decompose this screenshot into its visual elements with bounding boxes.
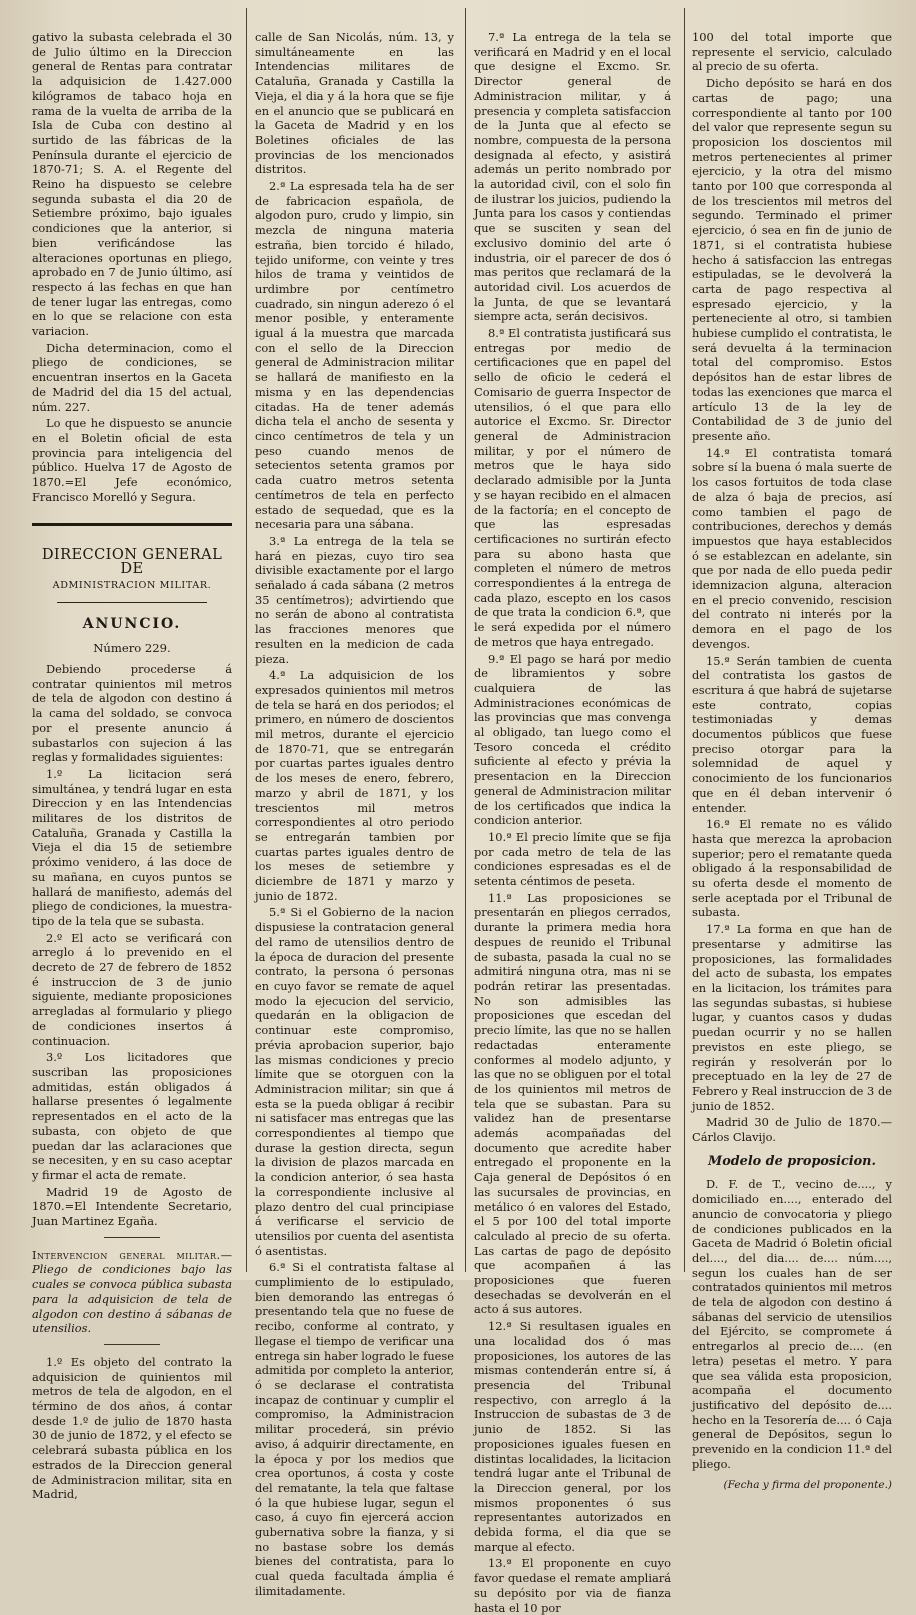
heading-underline [57,602,207,603]
intervencion-label: Intervencion general militar. [32,1247,221,1262]
column-4 [692,30,892,1491]
paragraph: Dicha determinacion, como el pliego de condiciones, se encuentran insertos en la Gaceta de Madrid del dia 15 del actual, núm. 227. [32,340,232,414]
intervencion-text: —Pliego de condiciones bajo las cuales se convoca pública subasta para la adquisicion de tela de algodon con destino á sábanas de utensilios. [32,1247,232,1336]
anuncio-number: Número 229. [93,641,171,656]
section-subheading: ADMINISTRACION MILITAR. [52,579,212,591]
paragraph: 9.ª El pago se hará por medio de libramientos y sobre cualquiera de las Administraciones económicas de las provincias que mas convenga al obligado, tan luego como el Tesoro conceda el crédito suficiente al efecto y prévia la presentacion en la Direccion general de Administracion militar de los certificados que indica la condicion anterior. [474,651,671,828]
column-1 [32,30,232,1502]
modelo-title: Modelo de proposicion. [708,1153,876,1169]
paragraph: Madrid 19 de Agosto de 1870.=El Intendente Secretario, Juan Martinez Egaña. [32,1184,232,1229]
paragraph: D. F. de T., vecino de...., y domiciliado en...., enterado del anuncio de convocatoria y pliego de condiciones publicados en la Gaceta de Madrid ó Boletin oficial del...., del dia.... de.... núm...., segun los cuales han de ser contratados quinientos mil metros de tela de algodon con destino á sábanas del servicio de utensilios del Ejército, se compromete á entregarlos al precio de.... (en letra) pesetas el metro. Y para que sea válida esta proposicion, acompaña el documento justificativo del depósito de.... hecho en la Tesorería de.... ó Caja general de Depósitos, segun lo prevenido en la condicion 11.ª del pliego. [692,1177,892,1471]
intervencion-title [32,1248,232,1336]
paragraph: 17.ª La forma en que han de presentarse y admitirse las proposiciones, las formalidades del acto de subasta, los empates en la licitacion, los trámites para las segundas subastas, si hubiese lugar, y cuantos casos y dudas puedan ocurrir y no se hallen previstos en este pliego, se regirán y resolverán por lo preceptuado en la ley de 27 de Febrero y Real instruccion de 3 de junio de 1852. [692,922,892,1113]
paragraph: calle de San Nicolás, núm. 13, y simultáneamente en las Intendencias militares de Cataluña, Granada y Castilla la Vieja, el dia y á la hora que se fije en el anuncio que se publicará en la Gaceta de Madrid y en los Boletines oficiales de las provincias de los mencionados distritos. [255,30,454,177]
separator [104,1344,160,1345]
paragraph: 16.ª El remate no es válido hasta que merezca la aprobacion superior; pero el rematante queda obligado á la responsabilidad de su oferta desde el momento de serle aceptada por el Tribunal de subasta. [692,817,892,920]
paragraph: 100 del total importe que represente el servicio, calculado al precio de su oferta. [692,30,892,74]
paragraph: 3.º Los licitadores que suscriban las proposiciones admitidas, están obligados á hallarse presentes ó legalmente representados en el acto de la subasta, con objeto de que puedan dar las aclaraciones que se necesiten, y en su caso aceptar y firmar el acta de remate. [32,1050,232,1182]
anuncio-title: ANUNCIO. [82,615,182,632]
column-3 [474,30,671,1615]
section-rule [32,523,232,526]
paragraph: 13.ª El proponente en cuyo favor quedase el remate ampliará su depósito por via de fianza hasta el 10 por [474,1556,671,1615]
paragraph: 3.ª La entrega de la tela se hará en piezas, cuyo tiro sea divisible exactamente por el largo señalado á cada sábana (2 metros 35 centímetros); advirtiendo que no serán de abono al contratista las fracciones menores que resulten en la medicion de cada pieza. [255,533,454,666]
paragraph: 1.º La licitacion será simultánea, y tendrá lugar en esta Direccion y en las Intendencias militares de los distritos de Cataluña, Granada y Castilla la Vieja el dia 15 de setiembre próximo venidero, á las doce de su mañana, en cuyos puntos se hallará de manifiesto, además del pliego de condiciones, la muestra-tipo de la tela que se subasta. [32,766,232,928]
paragraph: 2.º El acto se verificará con arreglo á lo prevenido en el decreto de 27 de febrero de 1852 é instruccion de 3 de junio siguiente, mediante proposiciones arregladas al formulario y pliego de condiciones insertos á continuacion. [32,930,232,1048]
paragraph: 7.ª La entrega de la tela se verificará en Madrid y en el local que designe el Excmo. Sr. Director general de Administracion militar, y á presencia y completa satisfaccion de la Junta que al efecto se nombre, compuesta de la persona designada al efecto, y asistirá además un perito nombrado por la autoridad civil, con el solo fin de ilustrar los juicios, pudiendo la Junta para los casos y contiendas que se susciten y sean del exclusivo dominio del arte ó industria, oir el parecer de dos ó mas peritos que reclamará de la autoridad civil. Los acuerdos de la Junta, de que se levantará siempre acta, serán decisivos. [474,30,671,324]
paragraph: Lo que he dispuesto se anuncie en el Boletin oficial de esta provincia para inteligencia del público. Huelva 17 de Agosto de 1870.=El Jefe económico, Francisco Morelló y Segura. [32,416,232,504]
paragraph: 10.ª El precio límite que se fija por cada metro de tela de las condiciones espresadas es el de setenta céntimos de peseta. [474,829,671,889]
column-divider [465,8,466,1272]
section-heading: DIRECCION GENERAL DE [41,545,223,578]
paragraph: 4.ª La adquisicion de los expresados quinientos mil metros de tela se hará en dos periodos; el primero, en número de doscientos mil metros, durante el ejercicio de 1870-71, que se entregarán por cuartas partes iguales dentro de los meses de enero, febrero, marzo y abril de 1871, y los trescientos mil metros correspondientes al otro periodo se entregarán tambien por cuartas partes iguales dentro de los meses de setiembre y diciembre de 1871 y marzo y junio de 1872. [255,668,454,903]
paragraph: Dicho depósito se hará en dos cartas de pago; una correspondiente al tanto por 100 del valor que represente segun su proposicion los doscientos mil metros pertenecientes al primer ejercicio, y la otra del mismo tanto por 100 que corresponda al de los trescientos mil metros del segundo. Terminado el primer ejercicio, ó sea en fin de junio de 1871, si el contratista hubiese hecho á satisfaccion las entregas estipuladas, se le devolverá la carta de pago respectiva al espresado ejercicio, y la perteneciente al otro, si tambien hubiese cumplido el contratista, le será devuelta á la terminacion total del compromiso. Estos depósitos han de estar libres de todas las exenciones que marca el artículo 13 de la ley de Contabilidad de 3 de junio del presente año. [692,76,892,443]
paragraph: 15.ª Serán tambien de cuenta del contratista los gastos de escritura á que habrá de sujetarse este contrato, copias testimoniadas y demas documentos públicos que fuese preciso otorgar para la solemnidad de aquel y conocimiento de los funcionarios que en él deban intervenir ó entender. [692,653,892,815]
paragraph: 11.ª Las proposiciones se presentarán en pliegos cerrados, durante la primera media hora despues de reunido el Tribunal de subasta, pasada la cual no se admitirá ninguna otra, mas ni se podrán retirar las presentadas. No son admisibles las proposiciones que escedan del precio límite, las que no se hallen redactadas enteramente conformes al modelo adjunto, y las que no se obliguen por el total de los quinientos mil metros de tela que se subastan. Para su validez han de presentarse además acompañadas del documento que acredite haber entregado el proponente en la Caja general de Depósitos ó en las sucursales de provincias, en metálico ó en valores del Estado, el 5 por 100 del total importe calculado al precio de su oferta. Las cartas de pago de depósito que acompañen á las proposiciones que fueren desechadas se devolverán en el acto á sus autores. [474,890,671,1317]
paragraph: Debiendo procederse á contratar quinientos mil metros de tela de algodon con destino á la cama del soldado, se convoca por el presente anuncio á subastarlos con sujecion á las reglas y formalidades siguientes: [32,662,232,765]
paragraph: 6.ª Si el contratista faltase al cumplimiento de lo estipulado, bien demorando las entregas ó presentando tela que no fuese de recibo, conforme al contrato, y llegase el tiempo de verificar una entrega sin haber logrado le fuese admitida por completo la anterior, ó se declarase el contratista incapaz de continuar y cumplir el compromiso, la Administracion militar procederá, sin prévio aviso, á adquirir directamente, en la época y por los medios que crea oportunos, á costa y coste del rematante, la tela que faltase ó la que hubiese lugar, segun el caso, á cuyo fin ejercerá accion gubernativa sobre la fianza, y si no bastase sobre los demás bienes del contratista, para lo cual queda facultada ámplia é ilimitadamente. [255,1260,454,1598]
paragraph: 8.ª El contratista justificará sus entregas por medio de certificaciones que en papel del sello de oficio le cederá el Comisario de guerra Inspector de utensilios, ó el que para ello autorice el Excmo. Sr. Director general de Administracion militar, y por el número de metros que le haya sido declarado admisible por la Junta y se hayan recibido en el almacen de la factoría; en el concepto de que las espresadas certificaciones no surtirán efecto para su abono hasta que completen el número de metros correspondientes á la entrega de cada plazo, escepto en los casos de que trata la condicion 6.ª, que le será expedida por el número de metros que haya entregado. [474,326,671,649]
paragraph: 5.ª Si el Gobierno de la nacion dispusiese la contratacion general del ramo de utensilios dentro de la época de duracion del presente contrato, la persona ó personas en cuyo favor se remate de aquel modo la ejecucion del servicio, quedarán en la obligacion de continuar este compromiso, prévia aprobacion superior, bajo las mismas condiciones y precio límite que se otorguen con la Administracion militar; sin que á esta se la pueda obligar á recibir ni satisfacer mas entregas que las correspondientes al tiempo que durase la gestion directa, segun la division de plazos marcada en la condicion anterior, ó sea hasta la correspondiente inclusive al plazo dentro del cual principiase á verificarse el servicio de utensilios por cuenta del asentista ó asentistas. [255,905,454,1258]
column-divider [246,8,247,1272]
column-2 [255,30,454,1598]
paragraph: 1.º Es objeto del contrato la adquisicion de quinientos mil metros de tela de algodon, en el término de dos años, á contar desde 1.º de julio de 1870 hasta 30 de junio de 1872, y el efecto se celebrará subasta pública en los estrados de la Direccion general de Administracion militar, sita en Madrid, [32,1354,232,1502]
paragraph: 14.ª El contratista tomará sobre sí la buena ó mala suerte de los casos fortuitos de toda clase de alza ó baja de precios, así como tambien el pago de contribuciones, derechos y demás impuestos que haya establecidos ó se establezcan en adelante, sin que por nada de ello pueda pedir idemnizacion alguna, alteracion en el precio convenido, rescision del contrato ni interés por la demora en el pago de los devengos. [692,445,892,651]
paragraph: 2.ª La espresada tela ha de ser de fabricacion española, de algodon puro, crudo y limpio, sin mezcla de ninguna materia estraña, bien torcido é hilado, tejido uniforme, con veinte y tres hilos de trama y veintidos de urdimbre por centímetro cuadrado, sin ningun aderezo ó el menor posible, y enteramente igual á la muestra que marcada con el sello de la Direccion general de Administracion militar se hallará de manifiesto en la misma y en las dependencias citadas. Ha de tener además dicha tela el ancho de sesenta y cinco centímetros de tela y un peso cuando menos de setecientos setenta gramos por cada cuatro metros setenta centímetros de tela en perfecto estado de sequedad, que es la necesaria para una sábana. [255,179,454,532]
date-signature: Madrid 30 de Julio de 1870.— Cárlos Clavijo. [692,1115,892,1145]
paragraph: 12.ª Si resultasen iguales en una localidad dos ó mas proposiciones, los autores de las mismas contenderán entre sí, á presencia del Tribunal respectivo, con arreglo á la Instruccion de subastas de 3 de junio de 1852. Si las proposiciones iguales fuesen en distintas localidades, la licitacion tendrá lugar ante el Tribunal de la Direccion general, por los mismos proponentes ó sus representantes autorizados en debida forma, el dia que se marque al efecto. [474,1319,671,1554]
column-divider [684,8,685,1272]
separator [104,1237,160,1238]
paragraph: gativo la subasta celebrada el 30 de Julio último en la Direccion general de Rentas para contratar la adquisicion de 1.427.000 kilógramos de tabaco hoja en rama de la vuelta de arriba de la Isla de Cuba con destino al surtido de las fábricas de la Península durante el ejercicio de 1870-71; S. A. el Regente del Reino ha dispuesto se celebre segunda subasta el dia 20 de Setiembre próximo, bajo iguales condiciones que la anterior, si bien verificándose las alteraciones oportunas en pliego, aprobado en 7 de Junio último, así respecto á las fechas en que han de tener lugar las entregas, como en lo que se relacione con esta variacion. [32,30,232,339]
firma-note: (Fecha y firma del proponente.) [723,1478,892,1491]
